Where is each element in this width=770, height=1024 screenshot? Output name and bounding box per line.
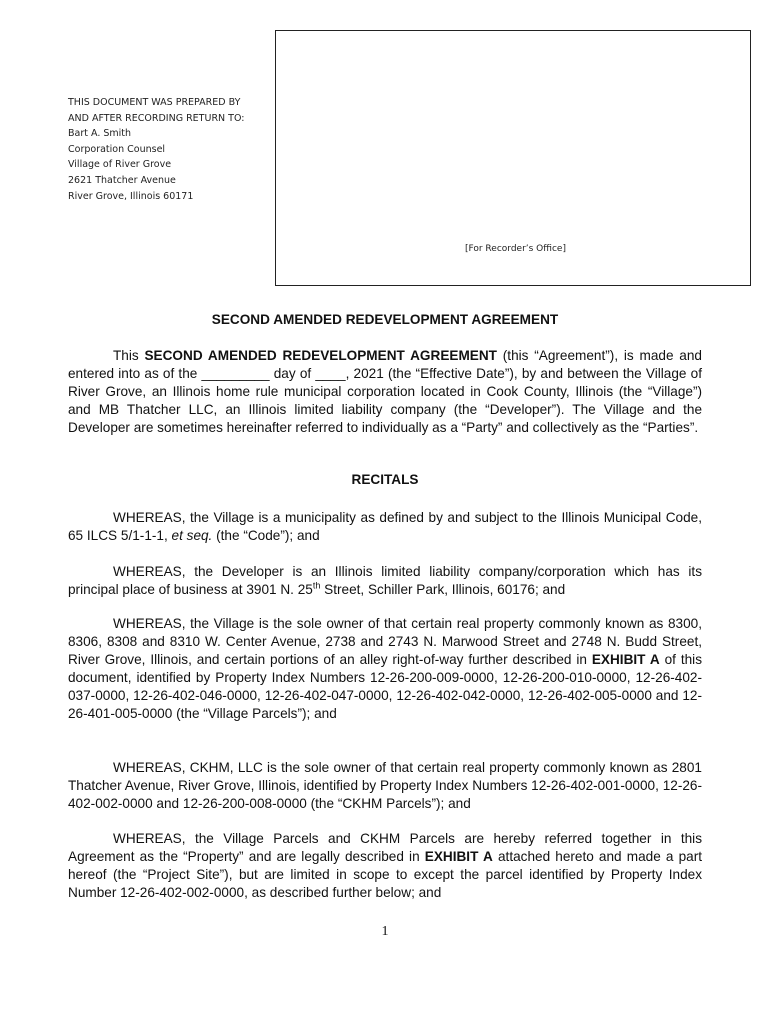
- recital-3: WHEREAS, the Village is the sole owner of that certain real property commonly known as 8300, 8306, 8308 and 8310 W. Center Avenue, 2738 and 2743 N. Marwood Street and 2748 N. Budd Street, River Grove, Illinois, and certain portions of an alley right-of-way further described in EXHIBIT A of this document, identified by Property Index Numbers 12-26-200-009-0000, 12-26-200-010-0000, 12-26-402-037-0000, 12-26-402-046-0000, 12-26-402-047-0000, 12-26-402-042-0000, 12-26-402-005-0000 and 12-26-401-005-0000 (the “Village Parcels”); and: [68, 616, 702, 721]
- prepared-line: Village of River Grove: [68, 159, 172, 171]
- prepared-line: Bart A. Smith: [68, 128, 132, 140]
- document-title: SECOND AMENDED REDEVELOPMENT AGREEMENT: [211, 312, 559, 327]
- intro-paragraph: This SECOND AMENDED REDEVELOPMENT AGREEMENT (this “Agreement”), is made and entered into as of the _________ day of ____, 2021 (the “Effective Date”), by and between the Village of River Grove, an Illinois home rule municipal corporation located in Cook County, Illinois (the “Village”) and MB Thatcher LLC, an Illinois limited liability company (the “Developer”). The Village and the Developer are sometimes hereinafter referred to individually as a “Party” and collectively as the “Parties”.: [68, 348, 702, 435]
- prepared-line: Corporation Counsel: [68, 143, 166, 155]
- exhibit-a-ref: EXHIBIT A: [424, 849, 493, 864]
- prepared-line: River Grove, Illinois 60171: [68, 190, 194, 202]
- prepared-line: AND AFTER RECORDING RETURN TO:: [68, 112, 245, 124]
- recital-5: WHEREAS, the Village Parcels and CKHM Parcels are hereby referred together in this Agreement as the “Property” and are legally described in EXHIBIT A attached hereto and made a part hereof (the “Project Site”), but are limited in scope to except the parcel identified by Property Index Number 12-26-402-002-0000, as described further below; and: [68, 831, 703, 900]
- recitals-heading: RECITALS: [351, 472, 419, 487]
- prepared-by-block: [68, 95, 244, 204]
- prepared-line: THIS DOCUMENT WAS PREPARED BY: [68, 97, 241, 108]
- exhibit-a-ref: EXHIBIT A: [591, 652, 660, 667]
- recorder-label: [For Recorder’s Office]: [465, 244, 566, 254]
- page-number: 1: [381, 924, 389, 939]
- prepared-line: 2621 Thatcher Avenue: [68, 174, 176, 186]
- recital-2: WHEREAS, the Developer is an Illinois limited liability company/corporation which has its principal place of business at 3901 N. 25th Street, Schiller Park, Illinois, 60176; and: [68, 564, 702, 597]
- intro-bold-title: SECOND AMENDED REDEVELOPMENT AGREEMENT: [144, 348, 497, 363]
- recital-4: WHEREAS, CKHM, LLC is the sole owner of that certain real property commonly known as 2801 Thatcher Avenue, River Grove, Illinois, identified by Property Index Numbers 12-26-402-001-0000, 12-26-402-002-0000 and 12-26-200-008-0000 (the “CKHM Parcels”); and: [68, 760, 702, 811]
- recital-1: WHEREAS, the Village is a municipality as defined by and subject to the Illinois Municipal Code, 65 ILCS 5/1-1-1, et seq. (the “Code”); and: [68, 510, 702, 543]
